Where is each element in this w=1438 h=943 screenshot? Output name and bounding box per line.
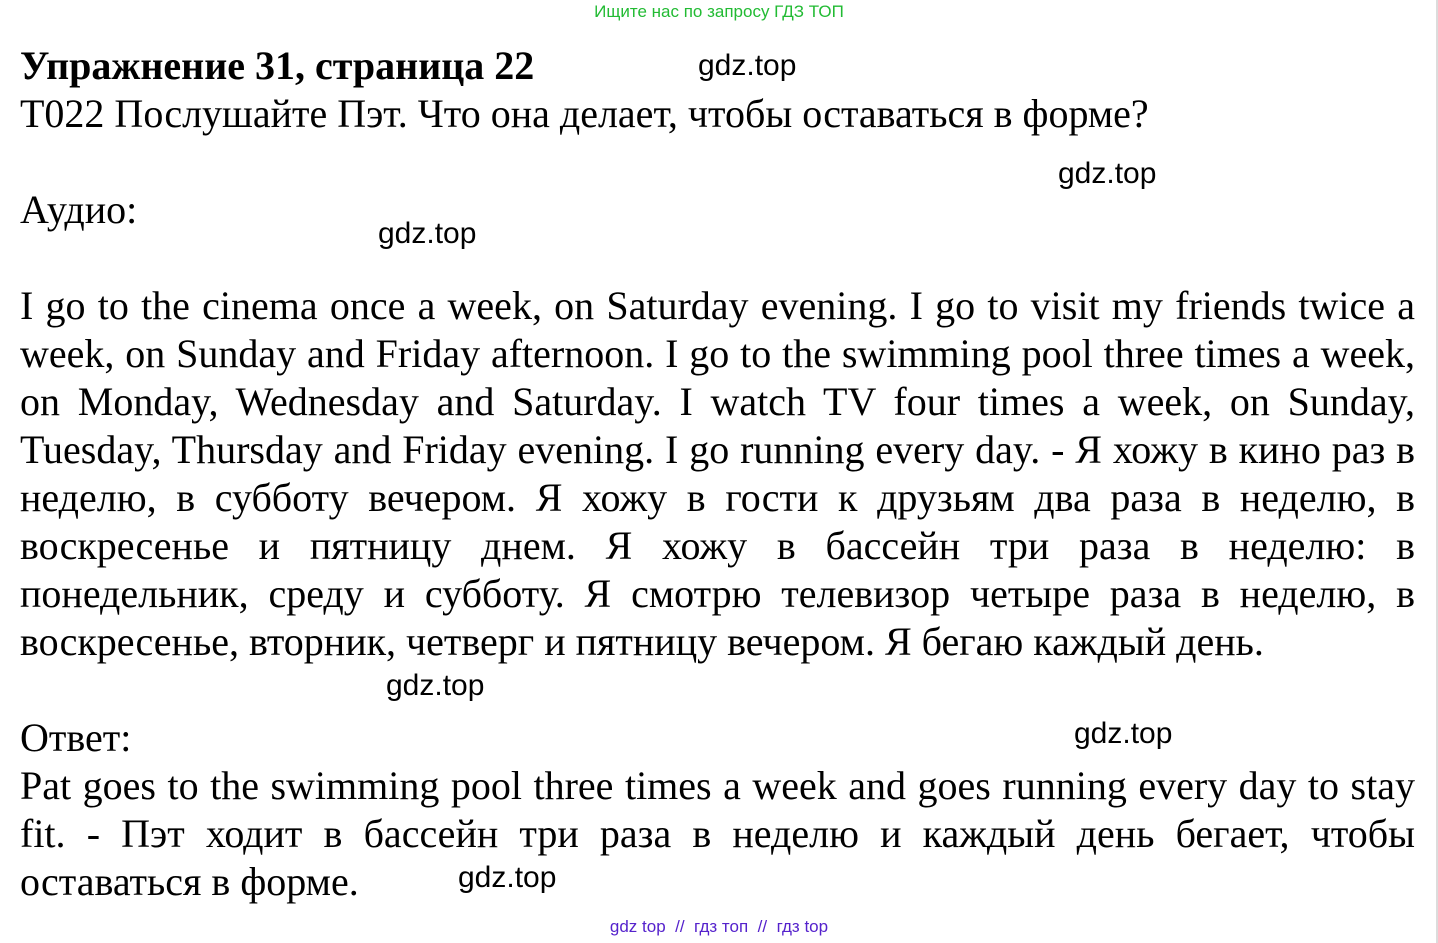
audio-label: Аудио: <box>20 187 138 232</box>
footer-separator: // <box>675 917 685 936</box>
footer-link-gdz-top-mixed[interactable]: гдз top <box>776 917 829 936</box>
top-banner-link[interactable]: Ищите нас по запросу ГДЗ ТОП <box>594 2 844 21</box>
watermark: gdz.top <box>458 861 557 894</box>
footer-link-gdz-top[interactable]: gdz top <box>609 917 666 936</box>
audio-transcript: I go to the cinema once a week, on Saturday evening. I go to visit my friends twice a week, on Sunday and Friday afternoon. I go to the swimming pool three times a week, on Monday, Wednesday and Saturday. I watch TV four times a week, on Sunday, Tuesday, Thursday and Friday evening. I go running every day. - Я хожу в кино раз в неделю, в субботу вечером. Я хожу в гости к друзьям два раза в неделю, в воскресенье и пятницу днем. Я хожу в бассейн три раза в неделю: в понедельник, среду и субботу. Я смотрю телевизор четыре раза в неделю, в воскресенье, вторник, четверг и пятницу вечером. Я бегаю каждый день. <box>20 283 1415 664</box>
task-text: T022 Послушайте Пэт. Что она делает, чтобы оставаться в форме? <box>20 91 1149 136</box>
page-title: Упражнение 31, страница 22 <box>20 43 535 88</box>
footer-separator: // <box>757 917 768 936</box>
watermark: gdz.top <box>698 49 797 82</box>
watermark: gdz.top <box>1058 157 1157 190</box>
footer-link-gdz-top-ru[interactable]: гдз топ <box>694 917 749 936</box>
watermark: gdz.top <box>386 669 485 702</box>
watermark: gdz.top <box>378 217 477 250</box>
answer-text: Pat goes to the swimming pool three times a week and goes running every day to stay fit. - Пэт ходит в бассейн три раза в неделю и каждый день бегает, чтобы оставаться в форме. <box>20 763 1415 904</box>
answer-label: Ответ: <box>20 715 132 760</box>
watermark: gdz.top <box>1074 717 1173 750</box>
footer-links <box>0 916 1438 938</box>
